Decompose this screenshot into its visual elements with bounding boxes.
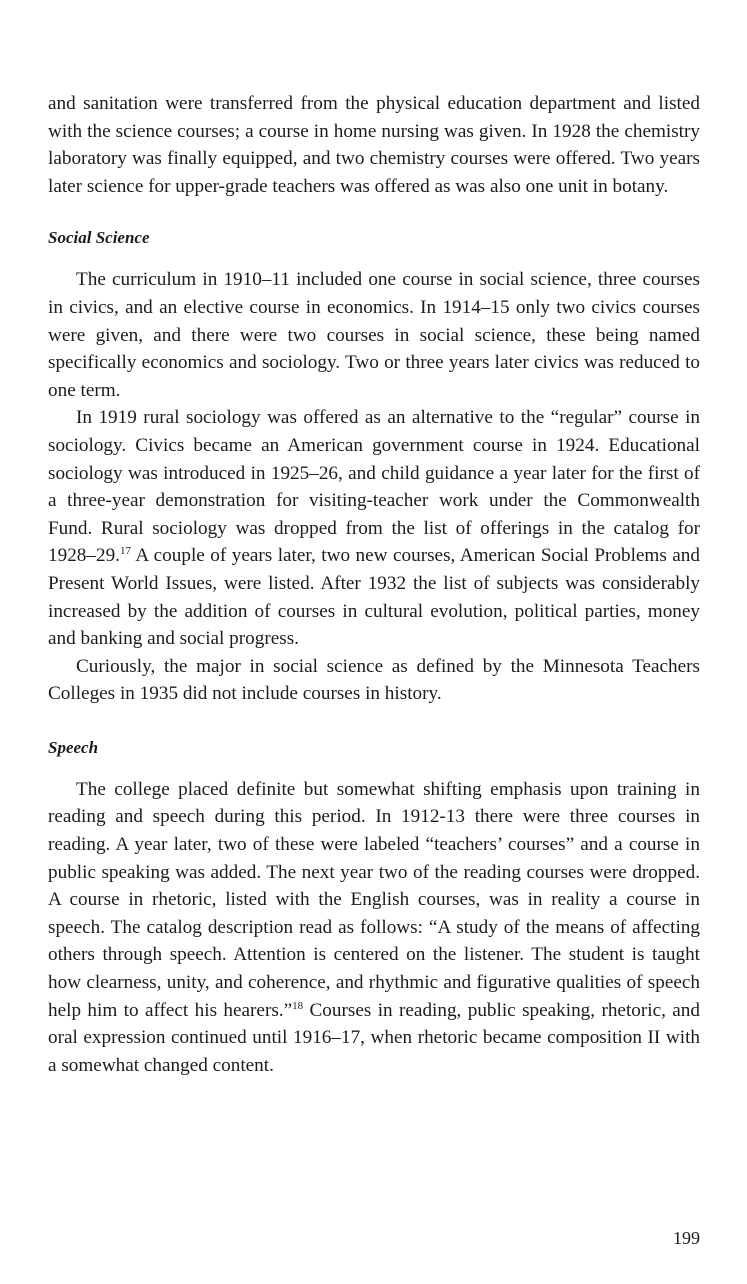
paragraph-science-continued: and sanitation were transferred from the physical education department and listed with the science courses; a course in home nursing was given. In 1928 the chemistry laboratory was finally equipped, and two chemistry courses were offered. Two years later science for upper-grade teachers was offered as was also one unit in botany.	[48, 93, 700, 197]
page-body	[48, 90, 700, 1079]
paragraph-text: The college placed definite but somewhat shifting emphasis upon training in reading and speech during this period. In 1912-13 there were three courses in reading. A year later, two of these were labeled “teachers’ courses” and a course in public speaking was added. The next year two of the reading courses were dropped. A course in rhetoric, listed with the English courses, was in reality a course in speech. The catalog description read as follows: “A study of the means of affecting others through speech. Attention is centered on the listener. The student is taught how clearness, unity, and coherence, and rhythmic and figurative qualities of speech help him to affect his hearers.”	[48, 778, 700, 1021]
paragraph-text: A couple of years later, two new courses, American Social Problems and Present World Issues, were listed. After 1932 the list of subjects was considerably increased by the addition of courses in cultural evolution, political parties, money and banking and social progress.	[48, 545, 700, 650]
section-heading-social-science: Social Science	[48, 228, 150, 248]
section-heading-speech: Speech	[48, 737, 99, 757]
page-number: 199	[673, 1228, 700, 1248]
paragraph-text: Courses in reading, public speaking, rhetoric, and oral expression continued until 1916–17, when rhetoric became composition II with a somewhat changed content.	[48, 999, 700, 1076]
footnote-ref-17: 17	[119, 545, 131, 558]
paragraph-speech-1	[48, 776, 700, 1080]
paragraph-social-science-3: Curiously, the major in social science as defined by the Minnesota Teachers Colleges in 1935 did not include courses in history.	[48, 655, 700, 705]
paragraph-social-science-1: The curriculum in 1910–11 included one course in social science, three courses in civics, and an elective course in economics. In 1914–15 only two civics courses were given, and there were two courses in social science, these being named specifically economics and sociology. Two or three years later civics was reduced to one term.	[48, 269, 700, 401]
paragraph-social-science-2	[48, 404, 700, 652]
footnote-ref-18: 18	[292, 999, 304, 1012]
paragraph-text: In 1919 rural sociology was offered as an alternative to the “regular” course in sociology. Civics became an American government course in 1924. Educational sociology was introduced in 1925–26, and child guidance a year later for the first of a three-year demonstration for visiting-teacher work under the Commonwealth Fund. Rural sociology was dropped from the list of offerings in the catalog for 1928–29.	[48, 407, 700, 567]
